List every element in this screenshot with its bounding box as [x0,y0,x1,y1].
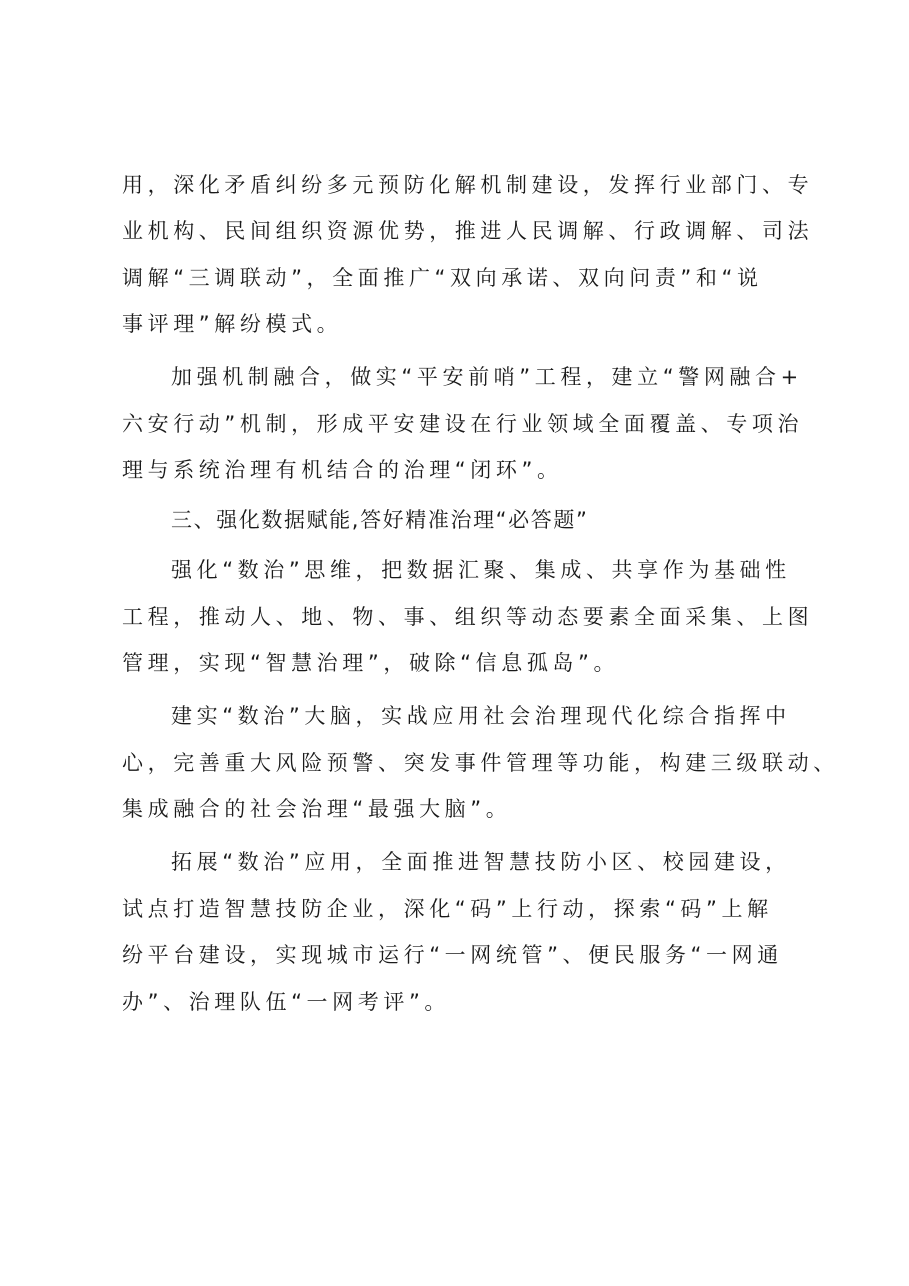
paragraph-line: 试点打造智慧技防企业，深化“码”上行动，探索“码”上解 [122,897,773,921]
paragraph-line: 加强机制融合，做实“平安前哨”工程，建立“警网融合+ [171,365,803,389]
paragraph-line: 拓展“数治”应用，全面推进智慧技防小区、校园建设， [171,850,791,874]
paragraph-line: 六安行动”机制，形成平安建设在行业领域全面覆盖、专项治 [122,412,804,436]
paragraph-line: 纷平台建设，实现城市运行“一网统管”、便民服务“一网通 [122,943,783,967]
paragraph-line: 用，深化矛盾纠纷多元预防化解机制建设，发挥行业部门、专 [122,173,814,197]
paragraph-line: 工程，推动人、地、物、事、组织等动态要素全面采集、上图 [122,605,814,629]
paragraph-line: 强化“数治”思维，把数据汇聚、集成、共享作为基础性 [171,558,791,582]
paragraph-line: 建实“数治”大脑，实战应用社会治理现代化综合指挥中 [171,704,791,728]
paragraph-line: 办”、治理队伍“一网考评”。 [122,990,451,1014]
paragraph-line: 业机构、民间组织资源优势，推进人民调解、行政调解、司法 [122,219,814,243]
paragraph-line: 事评理”解纷模式。 [122,312,343,336]
paragraph-line: 管理，实现“智慧治理”，破除“信息孤岛”。 [122,651,620,675]
section-heading: 三、强化数据赋能,答好精准治理“必答题” [171,508,589,532]
paragraph-line: 集成融合的社会治理“最强大脑”。 [122,797,512,821]
paragraph-line: 心，完善重大风险预警、突发事件管理等功能，构建三级联动、 [122,751,839,775]
paragraph-line: 理与系统治理有机结合的治理“闭环”。 [122,458,563,482]
paragraph-line: 调解“三调联动”，全面推广“双向承诺、双向问责”和“说 [122,266,763,290]
